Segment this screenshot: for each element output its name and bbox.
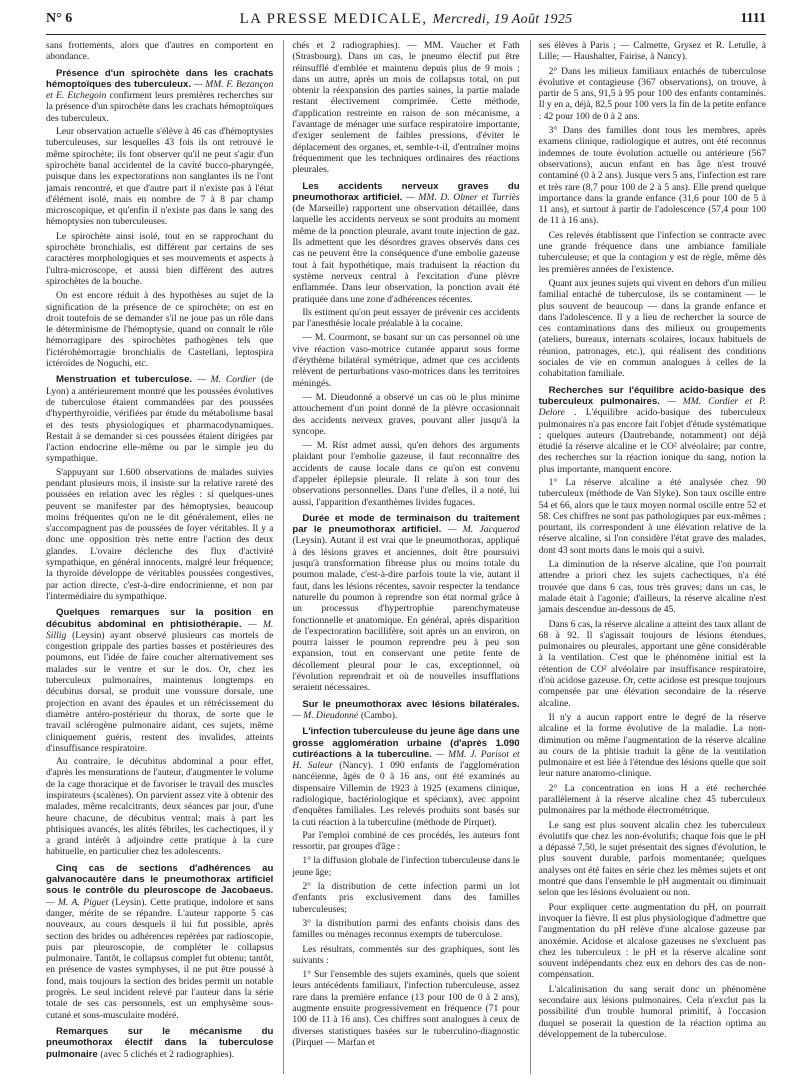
- article-heading: [292, 726, 519, 828]
- article-title: Recherches sur l'équilibre acido-basique des tuberculeux pulmonaires.: [538, 384, 766, 407]
- article-title: L'infection tuberculeuse du jeune âge dans une grosse agglomération urbaine (d'après 1.090 cutiréactions à la tuberculine.: [292, 726, 520, 760]
- article-heading: [46, 374, 273, 464]
- article-paragraph: Le sang est plus souvent alcalin chez les tuberculeux évolutifs que chez les non-évolutifs; chaque fois que le pH a dépassé 7,50, le sujet présentait des signes d'évolution, le plus souvent durable, parfois momentanée; quelques analyses ont été faites en série chez les mêmes sujets et ont montré que dans l'ensemble le pH augmentait ou diminuait selon que les lésions évoluaient ou non.: [538, 819, 766, 899]
- article-title: Présence d'un spirochète dans les crachats hémoptoïques des tuberculeux.: [46, 67, 274, 90]
- article-paragraph: S'appuyant sur 1.600 observations de malades suivies pendant plusieurs mois, il insiste sur la relative rareté des poussées en relation avec les règles : si quelques-unes peuvent se manifester par des hémoptysies, beaucoup moins fréquentes qu'on ne le dit généralement, elles ne s'accompagnent pas de poussées de foyer véritables. Il y a donc une opposition très nette entre l'action des deux glandes. L'ovaire déclenche des flux d'activité sympathique, en général innocents, malgré leur fréquence; la thyroïde développe de véritables poussées congestives, par action directe, c'est-à-dire endocrinienne, et non par l'intermédiaire du sympathique.: [46, 466, 274, 602]
- article-paragraph: chés et 2 radiographies). — MM. Vaucher et Fath (Strasbourg). Dans un cas, le pneumo électif put être réinsufflé d'emblée et maintenu depuis plus de 9 mois ; dans un autre, après un mois de collapsus total, on put obtenir la réexpansion des parties saines, la partie malade restant électivement comprimée. Cette méthode, d'application restreinte en raison de son mécanisme, a l'avantage de ménager une surface respiratoire importante, d'exiger seulement de faibles pressions, d'éviter le déplacement des organes, et, semble-t-il, d'entraîner moins fréquemment que les techniques ordinaires des réactions pleurales.: [292, 40, 520, 176]
- article-paragraph: Pour expliquer cette augmentation du pH, on pourrait invoquer la fièvre. Il est plus physiologique d'admettre que l'augmentation du pH relève d'une alcalose gazeuse par anoxémie. Acidose et alcalose gazeuses ne s'excluent pas chez les tuberculeux : le pH et la réserve alcaline sont souvent indépendants chez eux en dehors des cas de non-compensation.: [538, 901, 766, 981]
- article-paragraph: — M. Courmont, se basant sur un cas personnel où une vive réaction vaso-motrice cutanée apparut sous forme d'érythème bilatéral symétrique, admet que ces accidents relèvent de perturbations vaso-motrices dans les territoires méningés.: [292, 332, 520, 389]
- article-paragraph: 1° Sur l'ensemble des sujets examinés, quels que soient leurs antécédents familiaux, l'infection tuberculeuse, assez rare dans la première enfance (13 pour 100 de 0 à 2 ans), augmente ensuite progressivement en fréquence (71 pour 100 de 11 à 16 ans). Ces chiffres sont analogues à ceux de diverses statistiques basées sur le tuberculino-diagnostic (Pirquet — Marfan et: [292, 969, 520, 1048]
- column-3: [530, 40, 766, 1074]
- article-paragraph: — M. Dieudonné a observé un cas où le plus minime attouchement d'un point donné de la plèvre occasionnait des accidents nerveux graves, pouvant aller jusqu'à la syncope.: [292, 391, 520, 437]
- article-lead-text: (Cambo).: [360, 709, 398, 721]
- article-title: Quelques remarques sur la position en décubitus abdominal en phtisiothérapie.: [46, 607, 274, 630]
- article-lead-text: (Leysin) ayant observé plusieurs cas mortels de congestion grippale des parties basses et postérieures des poumons, eut l'idée de faire coucher alternativement ses malades sur le ventre et sur le dos. Or, chez les tuberculeux pulmonaires, maintenus longtemps en décubitus dorsal, se produit une voussure dorsale, une projection en avant des épaules et un rétrécissement du diamètre antéro-postérieur du thorax, de sorte que le travail sclérogène pulmonaire aidant, ces sujets, même cliniquement guéris, restent des invalides, atteints d'insuffisance respiratoire.: [46, 629, 274, 754]
- article-authors: — MM. J. Parisot et H. Saleur: [292, 748, 520, 772]
- article-paragraph: La diminution de la réserve alcaline, que l'on pourrait attendre a priori chez les sujets cachectiques, n'a été trouvée que dans 6 cas, tous très graves; dans un cas, le malade était à l'agonie; d'ailleurs, la réserve alcaline n'est jamais descendue au-dessous de 45.: [538, 559, 766, 616]
- article-authors: — MM. Cordier et P. Delore: [538, 395, 766, 419]
- article-paragraph: Le spirochète ainsi isolé, tout en se rapprochant du spirochète bronchialis, est différent par certains de ses caractères morphologiques et ses mouvements et aspects à l'ultra-microscope, et aussi bien différent des autres spirochètes de la bouche.: [46, 230, 274, 287]
- article-authors: — M. Sillig: [46, 618, 274, 641]
- article-paragraph: Au contraire, le décubitus abdominal a pour effet, d'après les mensurations de l'auteur, d'augmenter le volume de la cage thoracique et de favoriser le travail des muscles inspirateurs (scalènes). On parvient assez vite à obtenir des malades, même recalcitrants, deux séances par jour, d'une heure chacune, de décubitus ventral; mais à part les phtisiques avancés, les alités fébriles, les cachectiques, il y a grand intérêt à adjoindre cette pratique à la cure habituelle, en particulier chez les adolescents.: [46, 756, 274, 858]
- article-paragraph: Dans 6 cas, la réserve alcaline a atteint des taux allant de 68 à 92. Il s'agissait toujours de lésions étendues, pulmonaires ou pleurales, apportant une gêne considérable à la ventilation. C'est que le phénomène initial est la rétention de CO² alvéolaire par insuffisance respiratoire, d'où acidose gazeuse. Or, cette acidose est presque toujours compensée par une élévation secondaire de la réserve alcaline.: [538, 618, 766, 709]
- masthead: [126, 11, 686, 28]
- article-heading: [46, 68, 273, 124]
- article-authors: — MM. D. Olmer et Turriès: [406, 191, 520, 203]
- article-title: Sur le pneumothorax avec lésions bilatérales.: [302, 698, 520, 710]
- masthead-title: LA PRESSE MEDICALE,: [239, 10, 428, 27]
- article-title: Durée et mode de terminaison du traitement par le pneumothorax artificiel.: [292, 512, 520, 536]
- article-paragraph: Ils estiment qu'on peut essayer de prévenir ces accidents par l'anesthésie locale préalable à la cocaïne.: [292, 306, 520, 330]
- article-columns: [46, 40, 766, 1074]
- issue-number: N° 6: [46, 11, 76, 26]
- article-paragraph: 3° la distribution parmi des enfants choisis dans des familles ou ménages reconnus exempts de tuberculose.: [292, 917, 520, 941]
- article-paragraph: 1° La réserve alcaline a été analysée chez 90 tuberculeux (méthode de Van Slyke). Son taux oscille entre 54 et 66, alors que le taux moyen normal oscille entre 52 et 58. Ces chiffres ne sont pas pathologiques par eux-mêmes ; pourtant, ils correspondent à une élévation relative de la réserve alcaline, si l'on considère l'état grave des malades, dont 43 sont morts dans le mois qui a suivi.: [538, 476, 766, 556]
- article-heading: [292, 699, 519, 722]
- column-2: [283, 40, 519, 1074]
- article-paragraph: 1° la diffusion globale de l'infection tuberculeuse dans le jeune âge;: [292, 855, 520, 878]
- article-heading: [46, 863, 273, 1021]
- article-lead-text: . L'équilibre acido-basique des tuberculeux pulmonaires n'a pas encore fait l'objet d'étude systématique ; quelques auteurs (Dautrebande, notamment) ont déjà étudié la réserve alcaline et le CO² alvéolaire; par contre, des recherches sur la réaction ionique du sang, notion la plus importante, manquent encore.: [538, 407, 766, 475]
- article-paragraph: L'alcalinisation du sang serait donc un phénomène secondaire aux lésions pulmonaires. Cela n'exclut pas la possibilité d'un trouble humoral primitif, à l'occasion duquel se poserait la question de la réaction optima au développement de la tuberculose.: [538, 983, 766, 1040]
- column-1: [46, 40, 273, 1074]
- article-lead-text: confirment leurs premières recherches sur la présence d'un spirochète dans les crachats hémoptoïques des tuberculeux.: [46, 90, 274, 124]
- article-heading: [292, 181, 519, 305]
- masthead-date: Mercredi, 19 Août 1925: [432, 11, 573, 27]
- article-authors: — MM. F. Bezançon et E. Etchegoin: [46, 78, 274, 102]
- article-title: Cinq cas de sections d'adhérences au galvanocautère dans le pneumothorax artificiel sous le contrôle du pleuroscope de Jacobaeus.: [46, 862, 274, 897]
- article-lead-text: (Leysin). Autant il est vrai que le pneumothorax, appliqué à des lésions graves et anciennes, doit être poursuivi jusqu'à transformation fibreuse plus ou moins totale du poumon malade, c'est-à-dire parfois toute la vie, autant il faut, dans les lésions récentes, savoir respecter la tendance naturelle du poumon à reprendre son état normal grâce à un processus d'hypertrophie parenchymateuse fonctionnelle et anatomique. En général, après disparition de l'expectoration bacillifère, soit après un an environ, on pourra laisser le poumon reprendre peu à peu son expansion, tout en conservant une petite fente de décollement pleural pour le cas, exceptionnel, où l'évolution reprendrait et où de nouvelles insufflations seraient nécessaires.: [292, 535, 520, 694]
- article-paragraph: 2° Dans les milieux familiaux entachés de tuberculose évolutive et contagieuse (367 observations), on trouve, à partir de 5 ans, 91,5 à 95 pour 100 des enfants contaminés. Il y en a, déjà, 82,5 pour 100 vers la fin de la petite enfance : 42 pour 100 de 0 à 2 ans.: [538, 65, 766, 122]
- article-paragraph: Les résultats, commentés sur des graphiques, sont les suivants :: [292, 943, 520, 966]
- article-title: Menstruation et tuberculose.: [56, 374, 193, 386]
- article-paragraph: 2° La concentration en ions H a été recherchée parallèlement à la réserve alcaline chez 45 tuberculeux pulmonaires par la méthode électrométrique.: [538, 782, 766, 817]
- page-number: 1111: [740, 11, 766, 26]
- article-authors: — M. Jacquerod: [447, 524, 520, 536]
- article-lead-text: (de Marseille) rapportent une observation détaillée, dans laquelle les accidents nerveux se sont produits au moment même de la ponction pleurale, avant toute injection de gaz. Ils admettent que les désordres graves observés dans ces cas ne peuvent être la conséquence d'une embolie gazeuse tout à fait hypothétique, mais traduisent la réaction du système nerveux central à l'excitation d'une plèvre enflammée. Dans leur observation, la ponction avait été pratiquée dans une zone d'adhérences récentes.: [292, 203, 520, 305]
- article-title: Remarques sur le mécanisme du pneumothorax électif dans la tuberculose pulmonaire: [46, 1025, 274, 1060]
- article-paragraph: Par l'emploi combiné de ces procédés, les auteurs font ressortir, par groupes d'âge :: [292, 829, 520, 853]
- page-header: [46, 4, 766, 35]
- article-paragraph: Leur observation actuelle s'élève à 46 cas d'hémoptysies tuberculeuses, sur lesquelles 43 fois ils ont retrouvé le même spirochète; ils font observer qu'il ne peut s'agir d'un spirochète banal accidentel de la cavité bucco-pharyngée, puisque dans les expectorations non sanglantes ils ne l'ont jamais rencontré, et que d'autre part il n'existe pas à l'état d'élément isolé, mais en nombre de 7 à 8 par champ microscopique, et qu'enfin il n'existe pas dans le sang des hémoptysies non tuberculeuses.: [46, 126, 274, 228]
- article-paragraph: On est encore réduit à des hypothèses au sujet de la signification de la présence de ce spirochète; on est en droit toutefois de se demander s'il ne joue pas un rôle dans le déterminisme de l'hémoptysie, quand on connaît le rôle hémorragipare des spirochètes pathogènes tels que l'ictérohémorragie bronchialis de Castellani, leptospira ictéroïdes de Noguchi, etc.: [46, 290, 274, 370]
- article-heading: [292, 513, 519, 694]
- article-title: Les accidents nerveux graves du pneumothorax artificiel.: [292, 180, 520, 203]
- article-paragraph: Ces relevés établissent que l'infection se contracte avec une grande fréquence dans une ambiance familiale tuberculeuse; et que la contagion y est de règle, même dès les premières années de l'existence.: [538, 229, 766, 275]
- article-authors: — M. Cordier: [197, 374, 256, 386]
- article-paragraph: ses élèves à Paris ; — Calmette, Grysez et R. Letulle, à Lille; — Haushalter, Fairise, à Nancy).: [538, 40, 766, 63]
- article-heading: [539, 385, 766, 475]
- article-lead-text: (Leysin). Cette pratique, indolore et sans danger, mérite de se répandre. L'auteur rapporte 5 cas nouveaux, au cours desquels il lui fut possible, après section des brides ou adhérences repérées par radioscopie, puis par pleuroscopie, de compléter le collapsus pulmonaire. Tantôt, le collapsus complet fut obtenu; tantôt, en présence de vastes symphyses, il ne put être poussé à fond, mais toujours la section des brides permit un notable progrès. Le seul incident relevé par l'auteur dans la série totale de ses cas personnels, est un emphysème sous-cutané et sous-musculaire modéré.: [46, 896, 274, 1021]
- article-paragraph: 3° Dans des familles dont tous les membres, après examens clinique, radiologique et autres, ont été reconnus indemnes de toute évolution actuelle ou antérieure (567 observations), aucun enfant en bas âge n'est trouvé contaminé (0 à 2 ans). Jusque vers 5 ans, l'infection est rare et très rare (8,7 pour 100 de 2 à 5 ans). Elle prend quelque importance dans la grande enfance (31,6 pour 100 de 5 à 11 ans), et surtout à partir de l'adolescence (57,4 pour 100 de 11 à 16 ans).: [538, 125, 766, 227]
- article-authors: — M. Dieudonné: [292, 709, 359, 721]
- article-lead-text: (de Lyon) a antérieurement montré que les poussées évolutives de tuberculose étaient commandées par des poussées d'hyperthyroïdie, vérifiées par étude du métabolisme basal et des tests physiologiques et pharmacodynamiques. Restait à se demander si ces poussées étaient dirigées par l'action endocrine elle-même ou par le simple jeu du sympathique.: [46, 374, 274, 465]
- article-paragraph: sans frottements, alors que d'autres en comportent en abondance.: [46, 40, 274, 63]
- article-lead-text: (avec 5 clichés et 2 radiographies).: [100, 1048, 235, 1060]
- article-paragraph: 2° la distribution de cette infection parmi un lot d'enfants pris exclusivement dans des familles tuberculeuses;: [292, 881, 520, 915]
- article-paragraph: Quant aux jeunes sujets qui vivent en dehors d'un milieu familial entaché de tuberculose, ils se contaminent — le plus souvent de beaucoup — dans la grande enfance et dans l'adolescence. Il y a lieu de rechercher la source de ces contaminations dans des milieux ou groupements (ateliers, bureaux, internats scolaires, locaux habituels de réunion, patronages, etc.), qui réalisent des conditions sociales de vie en commun analogues à celles de la cohabitation familiale.: [538, 277, 766, 380]
- article-heading: [46, 1026, 273, 1060]
- article-paragraph: Il n'y a aucun rapport entre le degré de la réserve alcaline et la forme évolutive de la maladie. La non-diminution ou même l'augmentation de la réserve alcaline au cours de la phtisie traduit la gêne de la ventilation pulmonaire et est liée à l'étendue des lésions quelle que soit leur nature anatomo-clinique.: [538, 711, 766, 780]
- article-authors: — M. A. Piguet: [46, 896, 109, 908]
- article-lead-text: (Nancy). 1 090 enfants de l'agglomération nancéienne, âgés de 0 à 16 ans, ont été examinés au dispensaire Villemin de 1923 à 1925 (examens clinique, radiologique, bactériologique et spéciaux), avec appoint d'enquêtes familiales. Les relevés produits sont basés sur la cuti réaction à la tuberculine (méthode de Pirquet).: [292, 760, 520, 828]
- article-heading: [46, 607, 273, 754]
- article-paragraph: — M. Rist admet aussi, qu'en dehors des arguments plaidant pour l'embolie gazeuse, il faut reconnaître des accidents de cause locale dans ce qu'on est convenu d'appeler épilepsie pleurale. Il relate à son tour des observations personnelles. Dans l'une d'elles, il a noté, lui aussi, l'apparition d'exanthèmes livides fugaces.: [292, 440, 520, 508]
